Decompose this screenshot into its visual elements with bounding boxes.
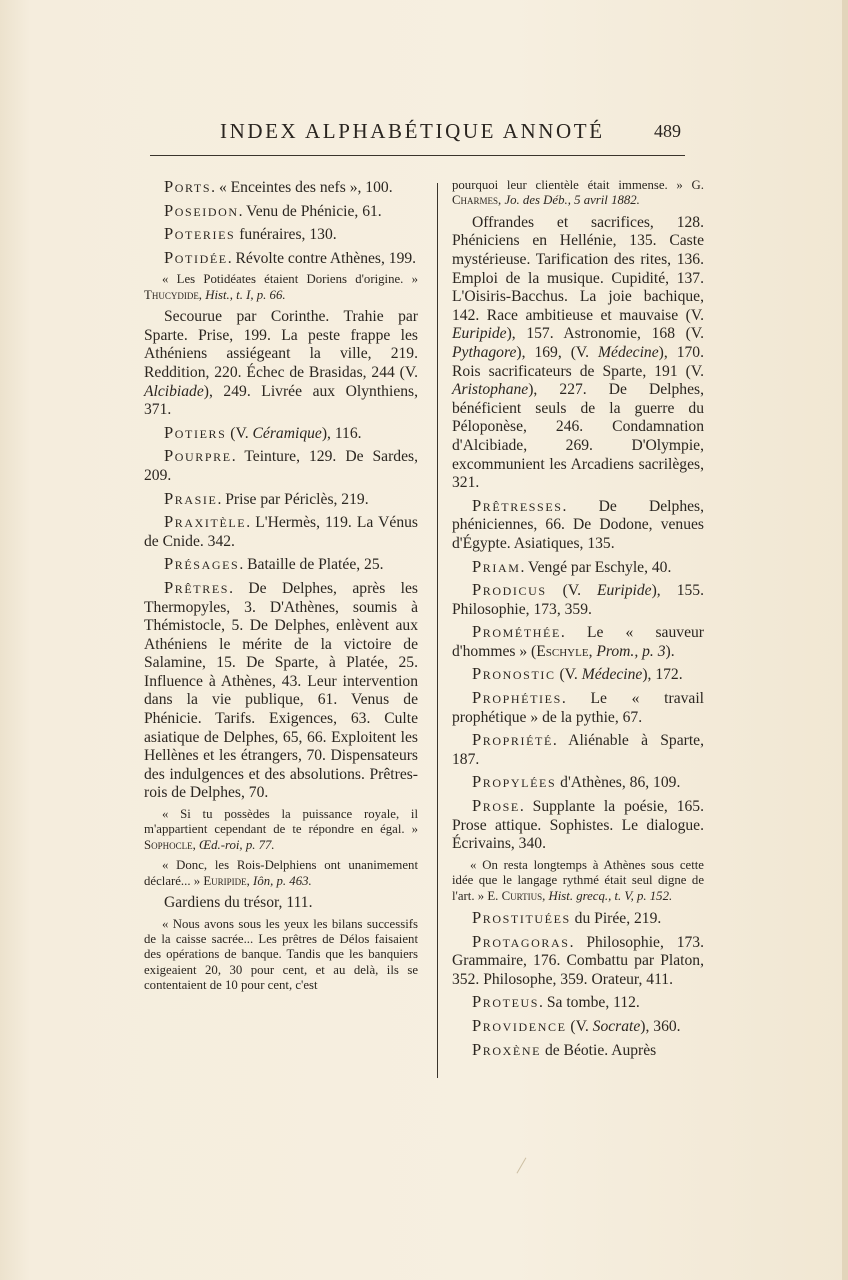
index-quotation: [144, 272, 418, 303]
entry-text: . Révolte contre Athènes, 199.: [227, 249, 417, 267]
headword: Pronostic: [472, 664, 556, 684]
index-entry: [452, 773, 704, 793]
headword: Protagoras: [472, 931, 570, 951]
entry-text: du Pirée, 219.: [570, 910, 662, 928]
entry-text: ), 172.: [642, 666, 683, 684]
entry-text: ), 116.: [321, 424, 362, 442]
cross-reference: Iôn, p. 463.: [249, 873, 312, 888]
headword: Pourpre: [164, 446, 232, 466]
entry-text: pourquoi leur clientèle était immense. »: [452, 178, 692, 192]
column-rule: [437, 183, 438, 1078]
citation-author: E. Curtius,: [487, 888, 546, 903]
entry-text: . Philosophie, 173. Grammaire, 176. Combattu par Platon, 352. Philosophe, 359. Orateur, 411.: [452, 933, 704, 988]
cross-reference: Euripide: [452, 325, 507, 343]
index-entry: [452, 1017, 704, 1037]
citation-author: Eschyle: [536, 642, 589, 660]
index-entry: [144, 178, 418, 198]
headword: Prêtresses: [472, 495, 563, 515]
index-quotation: [144, 807, 418, 853]
headword: Praxitèle: [164, 512, 247, 532]
headword: Prostituées: [472, 908, 571, 928]
cross-reference: Céramique: [252, 424, 322, 442]
left-column: [144, 178, 418, 999]
entry-text: . Le « sauveur d'hommes » (: [452, 624, 704, 660]
entry-text: funéraires, 130.: [235, 226, 337, 244]
headword: Ports: [164, 177, 212, 196]
index-entry: [452, 689, 704, 727]
entry-text: Gardiens du trésor, 111.: [164, 894, 313, 912]
index-quotation: [144, 858, 418, 889]
index-entry: [144, 225, 418, 245]
entry-text: de Béotie. Auprès: [541, 1041, 657, 1059]
headword: Providence: [472, 1016, 567, 1035]
index-entry: [144, 202, 418, 222]
index-paragraph: [452, 214, 704, 493]
entry-text: « Si tu possèdes la puissance royale, il m'appartient cependant de te répondre en égal. »: [144, 807, 418, 837]
entry-text: ), 360.: [640, 1018, 681, 1035]
headword: Potiers: [164, 422, 227, 442]
index-entry: [144, 490, 418, 510]
header-title: INDEX ALPHABÉTIQUE ANNOTÉ: [220, 119, 605, 143]
index-entry: [144, 555, 418, 575]
entry-text: ), 157. Astronomie, 168 (V.: [506, 325, 704, 343]
headword: Prose: [472, 796, 520, 816]
citation-author: Euripide,: [203, 873, 250, 888]
index-entry: [144, 249, 418, 269]
entry-text: « Donc, les Rois-Delphiens ont unanimement déclaré... »: [144, 858, 418, 888]
index-quotation: [452, 858, 704, 904]
entry-text: . « Enceintes des nefs », 100.: [211, 179, 393, 196]
headword: Prasie: [164, 488, 218, 508]
page-edge: [842, 0, 848, 1280]
headword: Priam: [472, 556, 521, 576]
entry-text: « On resta longtemps à Athènes sous cette idée que le langage rythmé était seul digne de l'art. »: [452, 857, 704, 903]
headword: Présages: [164, 554, 240, 574]
index-entry: [144, 579, 418, 803]
cross-reference: Euripide: [597, 582, 652, 600]
entry-text: « Nous avons sous les yeux les bilans successifs de la caisse sacrée... Les prêtres de Délos faisaient des opérations de banque. Tandis que les banquiers exigeaient 20, 30 pour cent, et au delà, ils se contentaient de 10 pour cent, c'est: [144, 916, 418, 993]
headword: Proxène: [472, 1039, 542, 1059]
cross-reference: Socrate: [592, 1018, 641, 1035]
index-entry: [452, 497, 704, 554]
entry-text: ,: [588, 642, 597, 660]
index-entry: [452, 665, 704, 685]
entry-text: . Prise par Périclès, 219.: [217, 490, 369, 508]
citation-author: G. Charmes,: [452, 178, 704, 208]
page-number: 489: [654, 121, 681, 141]
header-rule: [150, 155, 685, 156]
entry-text: . Bataille de Platée, 25.: [239, 556, 384, 574]
index-paragraph: [144, 308, 418, 420]
cross-reference: Prom., p. 3: [596, 642, 666, 660]
citation-author: Sophocle,: [144, 837, 196, 852]
cross-reference: Œd.-roi, p. 77.: [195, 837, 275, 852]
index-entry: [452, 558, 704, 578]
headword: Prométhée: [472, 622, 561, 642]
entry-text: . Sa tombe, 112.: [539, 994, 640, 1012]
entry-text: ).: [665, 642, 675, 660]
cross-reference: Alcibiade: [144, 382, 204, 400]
index-quotation: [144, 917, 418, 994]
index-entry: [144, 424, 418, 444]
headword: Prodicus: [472, 580, 547, 600]
headword: Poteries: [164, 224, 236, 244]
entry-text: (V.: [546, 582, 598, 600]
cross-reference: Jo. des Déb., 5 avril 1882.: [501, 193, 640, 208]
index-entry: [452, 731, 704, 769]
entry-text: . De Delphes, phéniciennes, 66. De Dodone, venues d'Égypte. Asiatiques, 135.: [452, 497, 704, 552]
cross-reference: Hist. grecq., t. V, p. 152.: [545, 888, 673, 903]
entry-text: . Teinture, 129. De Sardes, 209.: [144, 448, 418, 484]
cross-reference: Pythagore: [452, 343, 517, 361]
index-entry: [144, 513, 418, 551]
right-column: [452, 178, 704, 1064]
entry-text: « Les Potidéates étaient Doriens d'origine. »: [162, 272, 418, 287]
entry-text: . Aliénable à Sparte, 187.: [452, 732, 704, 768]
headword: Proteus: [472, 992, 540, 1012]
entry-text: Secourue par Corinthe. Trahie par Sparte. Prise, 199. La peste frappe les Athéniens assiégeant la ville, 219. Reddition, 220. Échec de Brasidas, 244 (V.: [144, 308, 418, 381]
headword: Poseidon: [164, 200, 239, 220]
citation-author: Thucydide,: [144, 287, 203, 302]
entry-text: (V.: [566, 1018, 593, 1035]
entry-text: ), 227. De Delphes, bénéficient seuls de la guerre du Péloponèse, 246. Condamnation d'Alcibiade, 269. D'Olympie, excommunient les Arcadiens sacrilèges, 321.: [452, 381, 704, 492]
index-quotation: [452, 178, 704, 209]
entry-text: ), 170. Rois sacrificateurs de Sparte, 191 (V.: [452, 343, 704, 380]
index-entry: [452, 623, 704, 661]
headword: Prophéties: [472, 688, 562, 708]
entry-text: . L'Hermès, 119. La Vénus de Cnide. 342.: [144, 514, 418, 550]
headword: Potidée: [164, 247, 228, 267]
paper-blemish: [517, 1157, 539, 1180]
entry-text: ), 169, (V.: [516, 343, 599, 361]
entry-text: (V.: [555, 666, 582, 684]
running-header: [150, 115, 685, 155]
index-entry: [452, 797, 704, 854]
index-entry: [144, 447, 418, 485]
entry-text: ), 155. Philosophie, 173, 359.: [452, 582, 705, 618]
index-paragraph: [144, 894, 418, 913]
cross-reference: Médecine: [598, 343, 659, 361]
entry-text: . Vengé par Eschyle, 40.: [520, 558, 672, 576]
cross-reference: Hist., t. I, p. 66.: [202, 287, 286, 302]
cross-reference: Aristophane: [452, 381, 529, 399]
cross-reference: Médecine: [581, 666, 643, 684]
entry-text: . Supplante la poésie, 165. Prose attique. Sophistes. Le dialogue. Écrivains, 340.: [452, 798, 704, 853]
index-entry: [452, 1041, 704, 1061]
headword: Propriété: [472, 730, 553, 750]
index-entry: [452, 993, 704, 1013]
entry-text: . Le « travail prophétique » de la pythie, 67.: [452, 690, 704, 726]
entry-text: ), 249. Livrée aux Olynthiens, 371.: [144, 382, 418, 419]
entry-text: d'Athènes, 86, 109.: [556, 774, 681, 792]
entry-text: Offrandes et sacrifices, 128. Phéniciens en Hellénie, 135. Caste mystérieuse. Tarification des rites, 136. Emploi de la musique. Cupidité, 137. L'Oisiris-Bacchus. La joie bachique, 142. Race ambitieuse et mauvaise (V.: [452, 213, 704, 324]
headword: Propylées: [472, 772, 557, 792]
headword: Prêtres: [164, 577, 230, 597]
index-entry: [452, 933, 704, 990]
entry-text: (V.: [226, 424, 253, 442]
index-entry: [452, 909, 704, 929]
entry-text: . Venu de Phénicie, 61.: [238, 202, 382, 220]
index-entry: [452, 581, 704, 619]
entry-text: . De Delphes, après les Thermopyles, 3. D'Athènes, soumis à Thémistocle, 5. De Delphes, enlèvent aux Athéniens le mérite de la victoire de Salamine, 15. De Sparte, à Platée, 25. Influence à Athènes, 43. Leur intervention dans la vie publique, 61. Venus de Phénicie. Tarifs. Exigences, 63. Culte asiatique de Delphes, 65, 66. Exploitent les Hellènes et les étrangers, 70. Dispensateurs des indulgences et des absolutions. Prêtres-rois de Delphes, 70.: [144, 579, 418, 802]
